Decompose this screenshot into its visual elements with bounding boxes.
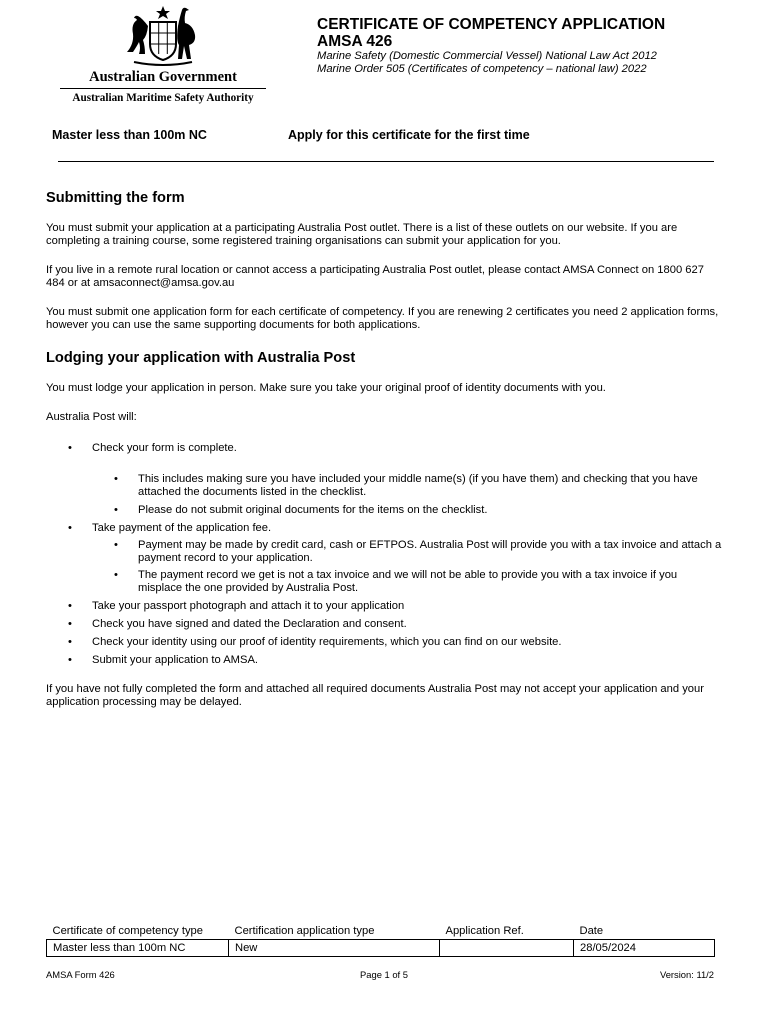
one-form-paragraph: You must submit one application form for each certificate of competency. If you are renewing 2 certificates you need 2 application forms, however you can use the same supporting documents for both applications. <box>46 306 719 331</box>
legislation-reference: Marine Safety (Domestic Commercial Vessel) National Law Act 2012 <box>317 50 657 62</box>
form-title-block <box>317 16 737 76</box>
form-title: CERTIFICATE OF COMPETENCY APPLICATION <box>317 16 666 33</box>
australia-post-will: Australia Post will: <box>46 411 137 423</box>
form-instructions <box>46 189 722 709</box>
list-item: • Please do not submit original documents for the items on the checklist. <box>46 504 722 517</box>
submitting-heading: Submitting the form <box>46 190 185 206</box>
application-type: Apply for this certificate for the first time <box>288 128 530 142</box>
date-value: 28/05/2024 <box>574 940 715 957</box>
form-number: AMSA 426 <box>317 33 393 50</box>
header-application-type: Certification application type <box>234 925 375 937</box>
header-certificate-type: Certificate of competency type <box>52 925 203 937</box>
page-number: Page 1 of 5 <box>360 969 408 980</box>
incomplete-form-warning: If you have not fully completed the form and attached all required documents Australia Post may not accept your application and your application processing may be delayed. <box>46 683 704 708</box>
certificate-type-value: Master less than 100m NC <box>47 940 229 957</box>
marine-order-reference: Marine Order 505 (Certificates of competency – national law) 2022 <box>317 63 647 75</box>
submitting-paragraph: You must submit your application at a participating Australia Post outlet. There is a list of these outlets on our website. If you are completing a training course, some registered training organisations can submit your application for you. <box>46 222 678 247</box>
header-date: Date <box>579 925 604 937</box>
application-summary-table <box>46 924 714 957</box>
agency-name: Australian Maritime Safety Authority <box>72 92 254 104</box>
form-number-footer: AMSA Form 426 <box>46 969 115 980</box>
table-row <box>47 940 715 957</box>
table-header-row <box>47 924 715 940</box>
application-type-value: New <box>229 940 440 957</box>
list-item: • Payment may be made by credit card, cash or EFTPOS. Australia Post will provide you with a tax invoice and attach a payment record to your application. <box>46 539 722 565</box>
header-application-ref: Application Ref. <box>445 925 524 937</box>
lodge-in-person-paragraph: You must lodge your application in person. Make sure you take your original proof of identity documents with you. <box>46 382 606 394</box>
logo-divider <box>60 88 266 89</box>
list-item: • Check your identity using our proof of identity requirements, which you can find on our website. <box>46 636 722 649</box>
application-ref-value <box>440 940 574 957</box>
list-item: • Take payment of the application fee. <box>46 522 722 535</box>
australian-government-logo <box>60 4 266 106</box>
australia-post-checklist <box>46 442 722 667</box>
list-item: • Check you have signed and dated the Declaration and consent. <box>46 618 722 631</box>
lodging-heading: Lodging your application with Australia Post <box>46 350 356 366</box>
government-name: Australian Government <box>89 69 237 85</box>
header-divider <box>58 161 714 162</box>
list-item: • Check your form is complete. <box>46 442 722 455</box>
list-item: • The payment record we get is not a tax invoice and we will not be able to provide you with a tax invoice if you misplace the one provided by Australia Post. <box>46 569 722 595</box>
form-version: Version: 11/2 <box>659 969 714 980</box>
list-item: • Take your passport photograph and attach it to your application <box>46 600 722 613</box>
certificate-name: Master less than 100m NC <box>52 128 207 142</box>
coat-of-arms-icon <box>120 4 206 68</box>
list-item: • This includes making sure you have included your middle name(s) (if you have them) and checking that you have attached the documents listed in the checklist. <box>46 473 722 499</box>
list-item: • Submit your application to AMSA. <box>46 654 722 667</box>
contact-paragraph: If you live in a remote rural location or cannot access a participating Australia Post outlet, please contact AMSA Connect on 1800 627 484 or at amsaconnect@amsa.gov.au <box>46 264 704 289</box>
